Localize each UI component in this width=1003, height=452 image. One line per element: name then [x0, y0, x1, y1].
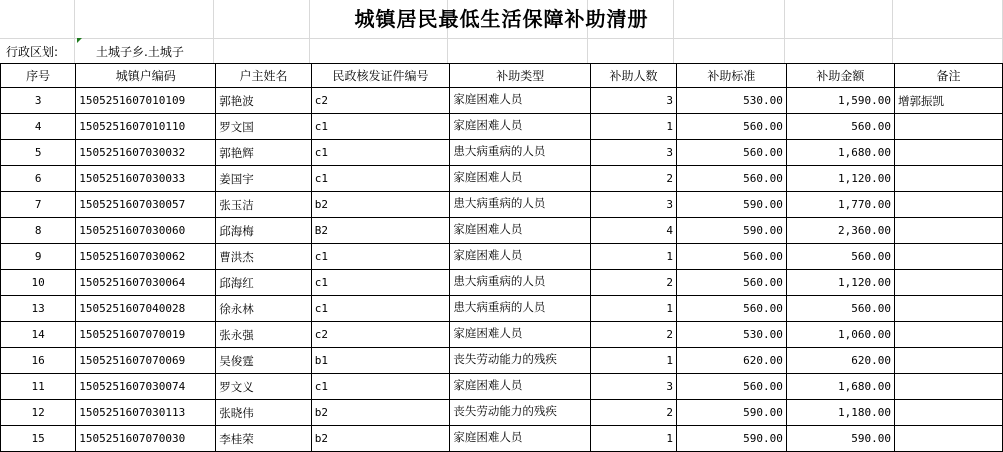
table-cell-count[interactable]: 2	[591, 166, 677, 192]
table-cell-seq[interactable]: 4	[1, 114, 76, 140]
table-cell-count[interactable]: 2	[591, 322, 677, 348]
table-cell-standard[interactable]: 560.00	[676, 374, 786, 400]
table-cell-name[interactable]: 张晓伟	[216, 400, 311, 426]
table-cell-type[interactable]: 患大病重病的人员	[450, 296, 591, 322]
table-cell-standard[interactable]: 560.00	[676, 114, 786, 140]
table-cell-amount[interactable]: 1,120.00	[786, 166, 894, 192]
table-cell-standard[interactable]: 590.00	[676, 192, 786, 218]
table-row	[1, 114, 1003, 140]
table-cell-count[interactable]: 1	[591, 296, 677, 322]
table-cell-code[interactable]: 1505251607070019	[76, 322, 216, 348]
table-cell-count[interactable]: 2	[591, 400, 677, 426]
table-cell-name[interactable]: 吴俊霆	[216, 348, 311, 374]
table-cell-name[interactable]: 邱海梅	[216, 218, 311, 244]
table-cell-seq[interactable]: 12	[1, 400, 76, 426]
table-cell-code[interactable]: 1505251607030033	[76, 166, 216, 192]
table-cell-cert[interactable]: c1	[311, 244, 450, 270]
table-cell-amount[interactable]: 1,590.00	[786, 88, 894, 114]
table-cell-type[interactable]: 患大病重病的人员	[450, 140, 591, 166]
table-cell-count[interactable]: 3	[591, 88, 677, 114]
table-cell-code[interactable]: 1505251607030064	[76, 270, 216, 296]
table-cell-cert[interactable]: c1	[311, 166, 450, 192]
table-row	[1, 322, 1003, 348]
table-cell-cert[interactable]: c2	[311, 88, 450, 114]
table-cell-count[interactable]: 1	[591, 244, 677, 270]
table-cell-seq[interactable]: 7	[1, 192, 76, 218]
page-title: 城镇居民最低生活保障补助清册	[354, 7, 649, 31]
table-cell-note[interactable]	[895, 374, 1003, 400]
table-cell-cert[interactable]: b1	[311, 348, 450, 374]
table-row	[1, 88, 1003, 114]
table-cell-name[interactable]: 郭艳辉	[216, 140, 311, 166]
table-cell-seq[interactable]: 9	[1, 244, 76, 270]
table-cell-amount[interactable]: 1,680.00	[786, 374, 894, 400]
table-cell-type[interactable]: 家庭困难人员	[450, 88, 591, 114]
table-cell-type[interactable]: 家庭困难人员	[450, 114, 591, 140]
table-cell-count[interactable]: 4	[591, 218, 677, 244]
table-row	[1, 218, 1003, 244]
table-cell-seq[interactable]: 16	[1, 348, 76, 374]
table-cell-type[interactable]: 家庭困难人员	[450, 374, 591, 400]
table-cell-type[interactable]: 丧失劳动能力的残疾	[450, 400, 591, 426]
table-cell-standard[interactable]: 530.00	[676, 88, 786, 114]
table-cell-name[interactable]: 张玉洁	[216, 192, 311, 218]
table-cell-type[interactable]: 家庭困难人员	[450, 166, 591, 192]
table-cell-cert[interactable]: B2	[311, 218, 450, 244]
table-row	[1, 426, 1003, 452]
table-cell-standard[interactable]: 620.00	[676, 348, 786, 374]
table-cell-code[interactable]: 1505251607070030	[76, 426, 216, 452]
table-cell-count[interactable]: 3	[591, 192, 677, 218]
table-cell-count[interactable]: 3	[591, 140, 677, 166]
table-row	[1, 296, 1003, 322]
table-cell-seq[interactable]: 8	[1, 218, 76, 244]
table-cell-code[interactable]: 1505251607070069	[76, 348, 216, 374]
table-cell-count[interactable]: 1	[591, 114, 677, 140]
table-cell-code[interactable]: 1505251607040028	[76, 296, 216, 322]
table-cell-note[interactable]	[895, 426, 1003, 452]
table-row	[1, 140, 1003, 166]
table-cell-amount[interactable]: 1,770.00	[786, 192, 894, 218]
table-cell-cert[interactable]: b2	[311, 192, 450, 218]
table-cell-cert[interactable]: c2	[311, 322, 450, 348]
table-cell-name[interactable]: 李桂荣	[216, 426, 311, 452]
table-cell-type[interactable]: 家庭困难人员	[450, 426, 591, 452]
table-cell-seq[interactable]: 11	[1, 374, 76, 400]
column-header-code[interactable]: 城镇户编码	[76, 64, 216, 88]
table-cell-amount[interactable]: 1,680.00	[786, 140, 894, 166]
table-cell-cert[interactable]: c1	[311, 114, 450, 140]
table-cell-cert[interactable]: c1	[311, 270, 450, 296]
column-header-seq[interactable]: 序号	[1, 64, 76, 88]
table-cell-note[interactable]	[895, 192, 1003, 218]
table-cell-standard[interactable]: 560.00	[676, 296, 786, 322]
region-label: 行政区划:	[6, 45, 59, 59]
table-cell-code[interactable]: 1505251607030062	[76, 244, 216, 270]
table-row	[1, 400, 1003, 426]
table-cell-count[interactable]: 1	[591, 348, 677, 374]
table-cell-note[interactable]	[895, 400, 1003, 426]
table-cell-seq[interactable]: 5	[1, 140, 76, 166]
region-value[interactable]: 土城子乡.土城子	[96, 45, 184, 59]
table-cell-type[interactable]: 患大病重病的人员	[450, 270, 591, 296]
table-row	[1, 166, 1003, 192]
table-cell-standard[interactable]: 560.00	[676, 270, 786, 296]
table-cell-amount[interactable]: 1,180.00	[786, 400, 894, 426]
table-cell-name[interactable]: 徐永林	[216, 296, 311, 322]
table-cell-type[interactable]: 家庭困难人员	[450, 322, 591, 348]
table-cell-code[interactable]: 1505251607030113	[76, 400, 216, 426]
table-cell-note[interactable]	[895, 244, 1003, 270]
table-cell-note[interactable]	[895, 114, 1003, 140]
table-cell-seq[interactable]: 6	[1, 166, 76, 192]
table-cell-cert[interactable]: c1	[311, 140, 450, 166]
table-body	[1, 88, 1003, 452]
table-cell-count[interactable]: 3	[591, 374, 677, 400]
table-cell-note[interactable]	[895, 270, 1003, 296]
table-cell-amount[interactable]: 1,120.00	[786, 270, 894, 296]
table-cell-cert[interactable]: c1	[311, 374, 450, 400]
column-header-name[interactable]: 户主姓名	[216, 64, 311, 88]
table-cell-amount[interactable]: 620.00	[786, 348, 894, 374]
table-cell-amount[interactable]: 590.00	[786, 426, 894, 452]
table-cell-standard[interactable]: 590.00	[676, 400, 786, 426]
title-row	[0, 0, 1003, 39]
table-cell-count[interactable]: 1	[591, 426, 677, 452]
table-row	[1, 192, 1003, 218]
region-row	[0, 38, 1003, 64]
table-cell-code[interactable]: 1505251607030057	[76, 192, 216, 218]
table-cell-name[interactable]: 郭艳波	[216, 88, 311, 114]
table-cell-amount[interactable]: 2,360.00	[786, 218, 894, 244]
table-cell-standard[interactable]: 530.00	[676, 322, 786, 348]
table-cell-type[interactable]: 患大病重病的人员	[450, 192, 591, 218]
table-cell-count[interactable]: 2	[591, 270, 677, 296]
table-cell-note[interactable]	[895, 322, 1003, 348]
table-cell-type[interactable]: 家庭困难人员	[450, 218, 591, 244]
table-cell-amount[interactable]: 560.00	[786, 296, 894, 322]
table-cell-seq[interactable]: 14	[1, 322, 76, 348]
table-cell-seq[interactable]: 10	[1, 270, 76, 296]
table-row	[1, 348, 1003, 374]
table-cell-seq[interactable]: 3	[1, 88, 76, 114]
table-cell-type[interactable]: 丧失劳动能力的残疾	[450, 348, 591, 374]
table-cell-standard[interactable]: 560.00	[676, 140, 786, 166]
table-row	[1, 374, 1003, 400]
column-header-amount[interactable]: 补助金额	[786, 64, 894, 88]
table-cell-standard[interactable]: 590.00	[676, 218, 786, 244]
table-cell-cert[interactable]: b2	[311, 400, 450, 426]
table-cell-note[interactable]	[895, 218, 1003, 244]
table-cell-code[interactable]: 1505251607030060	[76, 218, 216, 244]
table-cell-name[interactable]: 姜国宇	[216, 166, 311, 192]
column-header-note[interactable]: 备注	[895, 64, 1003, 88]
table-cell-name[interactable]: 曹洪杰	[216, 244, 311, 270]
table-cell-cert[interactable]: c1	[311, 296, 450, 322]
table-cell-name[interactable]: 邱海红	[216, 270, 311, 296]
column-header-standard[interactable]: 补助标准	[676, 64, 786, 88]
table-cell-amount[interactable]: 560.00	[786, 114, 894, 140]
table-cell-note[interactable]	[895, 166, 1003, 192]
table-cell-note[interactable]: 增郭振凯	[895, 88, 1003, 114]
table-cell-code[interactable]: 1505251607030074	[76, 374, 216, 400]
table-cell-note[interactable]	[895, 140, 1003, 166]
table-cell-code[interactable]: 1505251607010110	[76, 114, 216, 140]
table-cell-seq[interactable]: 13	[1, 296, 76, 322]
table-cell-name[interactable]: 罗文义	[216, 374, 311, 400]
table-cell-cert[interactable]: b2	[311, 426, 450, 452]
table-cell-standard[interactable]: 560.00	[676, 166, 786, 192]
table-cell-seq[interactable]: 15	[1, 426, 76, 452]
column-header-cert[interactable]: 民政核发证件编号	[311, 64, 450, 88]
table-cell-name[interactable]: 张永强	[216, 322, 311, 348]
table-cell-name[interactable]: 罗文国	[216, 114, 311, 140]
table-cell-amount[interactable]: 560.00	[786, 244, 894, 270]
table-row	[1, 270, 1003, 296]
table-cell-standard[interactable]: 590.00	[676, 426, 786, 452]
column-header-count[interactable]: 补助人数	[591, 64, 677, 88]
header-row	[1, 64, 1003, 88]
table-cell-amount[interactable]: 1,060.00	[786, 322, 894, 348]
table-cell-note[interactable]	[895, 348, 1003, 374]
cell-comment-indicator-icon	[77, 38, 82, 43]
table-cell-standard[interactable]: 560.00	[676, 244, 786, 270]
table-row	[1, 244, 1003, 270]
table-cell-note[interactable]	[895, 296, 1003, 322]
table-cell-code[interactable]: 1505251607030032	[76, 140, 216, 166]
table-cell-code[interactable]: 1505251607010109	[76, 88, 216, 114]
column-header-type[interactable]: 补助类型	[450, 64, 591, 88]
table-cell-type[interactable]: 家庭困难人员	[450, 244, 591, 270]
subsidy-table	[0, 63, 1003, 452]
